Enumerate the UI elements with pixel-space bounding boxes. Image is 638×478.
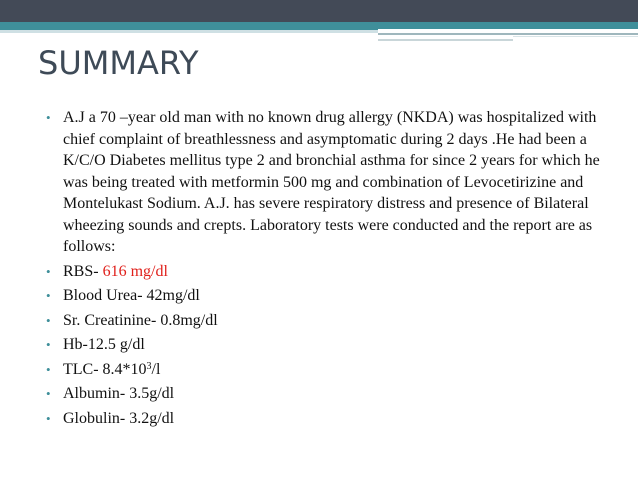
bullet-icon: • — [46, 386, 51, 401]
header-notch-line — [378, 39, 513, 41]
bullet-icon: • — [46, 110, 51, 125]
slide-title: SUMMARY — [38, 44, 199, 82]
list-item-globulin — [46, 408, 606, 430]
tlc-prefix: TLC- 8.4*10 — [63, 360, 147, 378]
list-item-albumin — [46, 383, 606, 405]
tlc-exponent: 3 — [146, 360, 152, 372]
header-notch-line — [513, 36, 638, 37]
globulin-text: Globulin- 3.2g/dl — [63, 409, 175, 427]
bullet-icon: • — [46, 361, 51, 377]
bullet-icon: • — [46, 288, 51, 303]
bullet-icon: • — [46, 410, 51, 426]
creatinine-text: Sr. Creatinine- 0.8mg/dl — [63, 311, 218, 329]
list-item-blood-urea — [46, 285, 606, 307]
rbs-label: RBS- — [63, 262, 103, 280]
tlc-suffix: /l — [151, 360, 161, 378]
albumin-text: Albumin- 3.5g/dl — [63, 385, 175, 402]
list-item-hb — [46, 334, 606, 356]
header-band-dark — [0, 0, 638, 22]
bullet-icon: • — [46, 337, 51, 352]
header-notch-line — [378, 33, 638, 35]
bullet-icon: • — [46, 263, 51, 279]
hb-text: Hb-12.5 g/dl — [63, 336, 145, 353]
case-description-text: A.J a 70 –year old man with no known drug allergy (NKDA) was hospitalized with chief complaint of breathlessness and asymptomatic during 2 days .He had been a K/C/O Diabetes mellitus type 2 and bronchial asthma for since 2 years for which he was being treated with metformin 500 mg and combination of Levocetirizine and Montelukast Sodium. A.J. has severe respiratory distress and presence of Bilateral wheezing sounds and crepts. Laboratory tests were conducted and the report are as follows: — [63, 109, 600, 255]
list-item-rbs — [46, 261, 606, 283]
summary-list — [46, 107, 606, 432]
rbs-value: 616 mg/dl — [102, 262, 168, 280]
bullet-icon: • — [46, 312, 51, 328]
list-item-tlc — [46, 359, 606, 381]
list-item-creatinine — [46, 310, 606, 332]
blood-urea-text: Blood Urea- 42mg/dl — [63, 287, 200, 304]
list-item-case-description — [46, 107, 606, 258]
